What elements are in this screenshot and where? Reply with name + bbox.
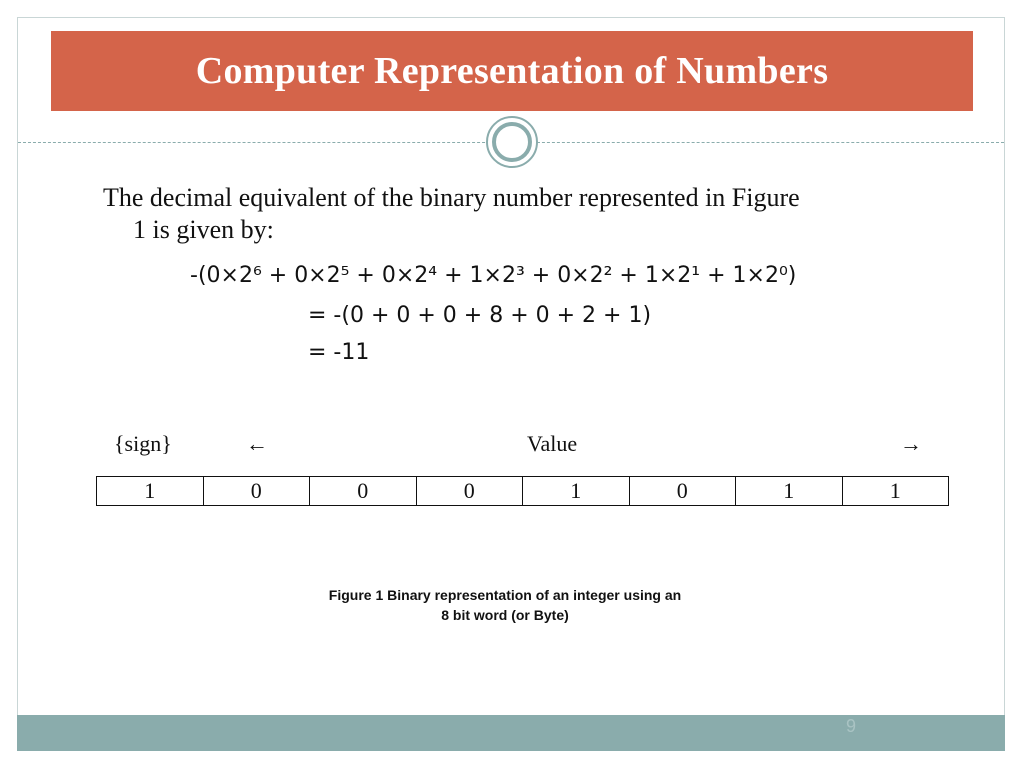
bit-cell: 0 bbox=[416, 477, 523, 506]
sign-label: {sign} bbox=[114, 431, 172, 456]
equation-line-2: = -(0 + 0 + 0 + 8 + 0 + 2 + 1) bbox=[308, 303, 652, 328]
caption-line-1: Figure 1 Binary representation of an integer using an bbox=[328, 587, 682, 603]
body-text-line-1: The decimal equivalent of the binary number represented in Figure bbox=[103, 183, 800, 212]
bit-cell: 1 bbox=[736, 477, 843, 506]
caption-line-2: 8 bit word (or Byte) bbox=[441, 607, 569, 623]
bit-cell: 0 bbox=[203, 477, 310, 506]
bit-cell: 0 bbox=[629, 477, 736, 506]
circle-ornament-inner bbox=[492, 122, 532, 162]
right-arrow-icon: → bbox=[900, 431, 922, 456]
body-text bbox=[103, 182, 973, 246]
bits-table bbox=[96, 476, 949, 506]
bits-row bbox=[97, 477, 949, 506]
bit-cell: 1 bbox=[523, 477, 630, 506]
body-text-line-2: 1 is given by: bbox=[133, 215, 274, 244]
bit-cell: 1 bbox=[97, 477, 204, 506]
circle-ornament-icon bbox=[486, 116, 538, 168]
figure-caption bbox=[270, 585, 740, 625]
footer-bar bbox=[17, 715, 1005, 751]
value-label: Value bbox=[527, 431, 578, 456]
bit-cell: 0 bbox=[310, 477, 417, 506]
equation-line-3: = -11 bbox=[308, 340, 370, 365]
slide-title: Computer Representation of Numbers bbox=[195, 50, 829, 92]
bit-cell: 1 bbox=[842, 477, 949, 506]
page-number: 9 bbox=[846, 716, 857, 736]
title-bar bbox=[51, 31, 973, 111]
equation-line-1: -(0×2⁶ + 0×2⁵ + 0×2⁴ + 1×2³ + 0×2² + 1×2¹ + 1×2⁰) bbox=[190, 263, 797, 288]
left-arrow-icon: ← bbox=[246, 431, 268, 456]
